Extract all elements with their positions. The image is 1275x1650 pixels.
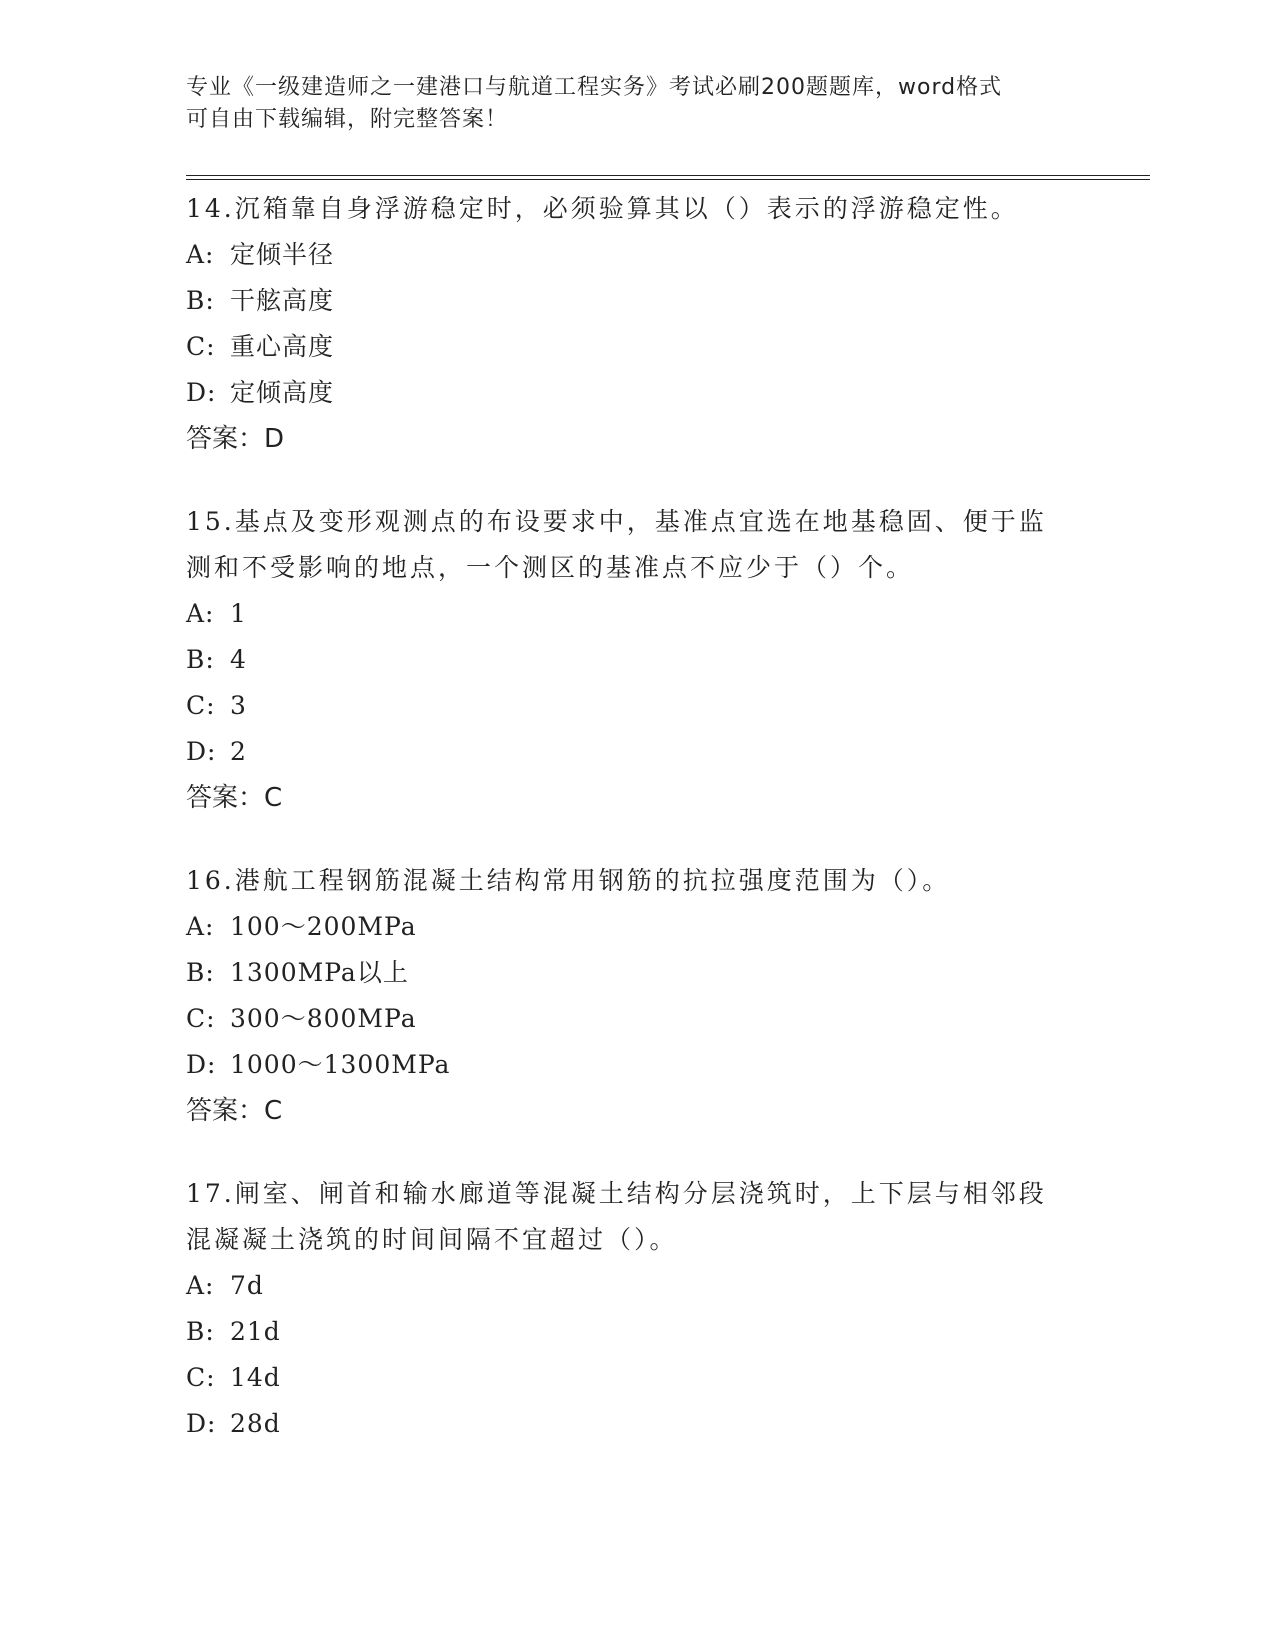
option-letter: C: bbox=[186, 1004, 216, 1033]
question-stem bbox=[186, 1171, 1086, 1263]
option-letter: D: bbox=[186, 1050, 217, 1079]
option-a bbox=[186, 591, 1086, 637]
answer-line: 答案：C bbox=[186, 783, 283, 813]
answer-line: 答案：D bbox=[186, 424, 285, 454]
option-letter: D: bbox=[186, 1409, 217, 1438]
option-letter: A: bbox=[186, 912, 215, 941]
option-text: 21d bbox=[230, 1317, 281, 1346]
option-text: 100～200MPa bbox=[230, 912, 417, 941]
option-text: 定倾半径 bbox=[230, 240, 335, 269]
option-d bbox=[186, 370, 1086, 416]
option-text: 3 bbox=[230, 691, 247, 720]
option-c bbox=[186, 996, 1086, 1042]
question-stem-line: 14.沉箱靠自身浮游稳定时，必须验算其以（）表示的浮游稳定性。 bbox=[186, 194, 1019, 223]
question-16 bbox=[186, 858, 1086, 1134]
option-letter: A: bbox=[186, 599, 215, 628]
option-b bbox=[186, 1309, 1086, 1355]
question-14 bbox=[186, 186, 1086, 462]
option-c bbox=[186, 683, 1086, 729]
option-text: 1300MPa以上 bbox=[230, 958, 409, 987]
option-d bbox=[186, 1401, 1086, 1447]
option-c bbox=[186, 324, 1086, 370]
question-stem bbox=[186, 858, 1086, 904]
option-letter: B: bbox=[186, 958, 215, 987]
question-17 bbox=[186, 1171, 1086, 1447]
option-a bbox=[186, 232, 1086, 278]
option-text: 重心高度 bbox=[230, 332, 335, 361]
header-divider bbox=[186, 175, 1150, 180]
option-letter: C: bbox=[186, 691, 216, 720]
option-d bbox=[186, 729, 1086, 775]
option-letter: A: bbox=[186, 1271, 215, 1300]
question-stem-line: 测和不受影响的地点，一个测区的基准点不应少于（）个。 bbox=[186, 553, 915, 582]
option-letter: D: bbox=[186, 737, 217, 766]
option-letter: A: bbox=[186, 240, 215, 269]
option-letter: B: bbox=[186, 645, 215, 674]
option-text: 300～800MPa bbox=[230, 1004, 417, 1033]
option-text: 2 bbox=[230, 737, 247, 766]
option-text: 4 bbox=[230, 645, 247, 674]
question-15 bbox=[186, 499, 1086, 821]
question-stem-line: 15.基点及变形观测点的布设要求中，基准点宜选在地基稳固、便于监 bbox=[186, 507, 1047, 536]
question-stem-line: 16.港航工程钢筋混凝土结构常用钢筋的抗拉强度范围为（）。 bbox=[186, 866, 951, 895]
option-text: 7d bbox=[230, 1271, 264, 1300]
document-header bbox=[186, 72, 1086, 136]
header-line-2: 可自由下载编辑，附完整答案！ bbox=[186, 107, 509, 132]
option-letter: C: bbox=[186, 1363, 216, 1392]
option-letter: B: bbox=[186, 1317, 215, 1346]
question-stem-line: 17.闸室、闸首和输水廊道等混凝土结构分层浇筑时，上下层与相邻段 bbox=[186, 1179, 1047, 1208]
option-a bbox=[186, 1263, 1086, 1309]
answer-line: 答案：C bbox=[186, 1096, 283, 1126]
option-text: 28d bbox=[230, 1409, 281, 1438]
option-b bbox=[186, 637, 1086, 683]
option-text: 定倾高度 bbox=[230, 378, 335, 407]
header-line-1: 专业《一级建造师之一建港口与航道工程实务》考试必刷200题题库，word格式 bbox=[186, 75, 1003, 100]
question-stem bbox=[186, 186, 1086, 232]
option-letter: B: bbox=[186, 286, 215, 315]
option-letter: D: bbox=[186, 378, 217, 407]
option-text: 干舷高度 bbox=[230, 286, 335, 315]
option-text: 1 bbox=[230, 599, 247, 628]
question-stem bbox=[186, 499, 1086, 591]
option-c bbox=[186, 1355, 1086, 1401]
option-a bbox=[186, 904, 1086, 950]
option-d bbox=[186, 1042, 1086, 1088]
option-b bbox=[186, 278, 1086, 324]
option-b bbox=[186, 950, 1086, 996]
option-text: 14d bbox=[230, 1363, 281, 1392]
option-text: 1000～1300MPa bbox=[230, 1050, 451, 1079]
option-letter: C: bbox=[186, 332, 216, 361]
question-stem-line: 混凝凝土浇筑的时间间隔不宜超过（）。 bbox=[186, 1225, 678, 1254]
question-list bbox=[186, 186, 1086, 1484]
